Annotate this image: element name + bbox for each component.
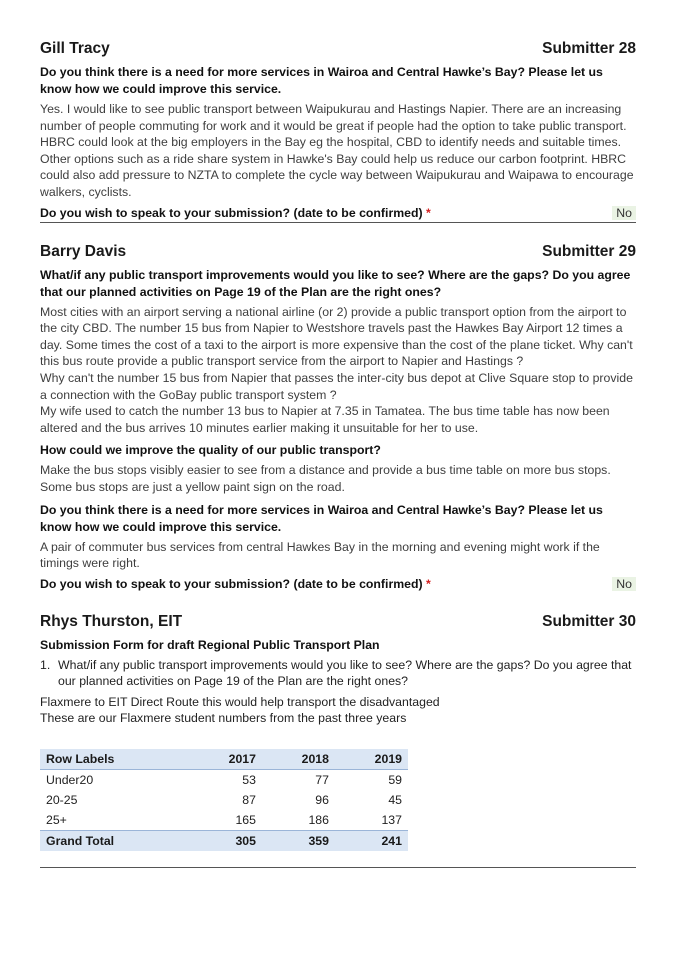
submission-header: [40, 40, 636, 58]
row-label: Under20: [46, 773, 94, 788]
numbered-question: [40, 657, 636, 690]
row-label: 20-25: [46, 793, 78, 808]
column-header: 2017: [189, 749, 262, 770]
answer: Make the bus stops visibly easier to see from a distance and provide a bus time table on more bus stops. Some bus stops are just a yellow paint sign on the road.: [40, 463, 611, 494]
row-label: Grand Total: [40, 831, 189, 852]
submitter-name: Rhys Thurston, EIT: [40, 612, 183, 630]
table-cell: 87: [242, 793, 256, 808]
answer: [40, 304, 636, 437]
answer-line: Flaxmere to EIT Direct Route this would help transport the disadvantaged: [40, 694, 440, 709]
table-cell: 77: [315, 773, 329, 788]
list-number: 1.: [40, 657, 51, 672]
table-row: [40, 770, 408, 791]
table-cell: 53: [242, 773, 256, 788]
submission-header: [40, 243, 636, 261]
required-star: *: [426, 205, 431, 220]
table-total-row: [40, 831, 408, 852]
list-text: What/if any public transport improvements would you like to see? Where are the gaps? Do you agree that our planned activities on Page 19 of the Plan are the right ones?: [58, 657, 632, 689]
required-star: *: [426, 576, 431, 591]
row-label: 25+: [46, 813, 67, 828]
table-cell: 59: [388, 773, 402, 788]
form-title: Submission Form for draft Regional Public Transport Plan: [40, 637, 380, 652]
document-page: [40, 40, 636, 868]
submitter-number: Submitter 29: [542, 242, 636, 260]
column-header: Row Labels: [40, 749, 189, 770]
table-cell: 305: [189, 831, 262, 852]
submission-28: [40, 40, 636, 223]
column-header: 2018: [262, 749, 335, 770]
answer-paragraph: My wife used to catch the number 13 bus to Napier at 7.35 in Tamatea. The bus time table has now been altered and the bus arrives 10 minutes earlier making it unsuitable for her to use.: [40, 404, 610, 435]
table-cell: 241: [335, 831, 408, 852]
submitter-name: Gill Tracy: [40, 40, 110, 57]
question: What/if any public transport improvements would you like to see? Where are the gaps? Do you agree that our planned activities on Page 19 of the Plan are the right ones?: [40, 267, 631, 299]
submission-header: [40, 613, 636, 631]
table-cell: 137: [381, 813, 402, 828]
speak-answer: No: [612, 577, 636, 591]
question: Do you think there is a need for more services in Wairoa and Central Hawke’s Bay? Please let us know how we could improve this service.: [40, 65, 603, 96]
student-numbers-table: [40, 749, 408, 851]
speak-row: [40, 577, 636, 593]
submitter-name: Barry Davis: [40, 242, 127, 260]
answer: A pair of commuter bus services from central Hawkes Bay in the morning and evening might work if the timings were right.: [40, 539, 600, 571]
table-cell: 359: [262, 831, 335, 852]
column-header: 2019: [335, 749, 408, 770]
table-row: [40, 790, 408, 810]
submission-29: [40, 243, 636, 593]
table-header-row: [40, 749, 408, 770]
bottom-divider: [40, 867, 636, 868]
speak-question: Do you wish to speak to your submission? (date to be confirmed): [40, 576, 423, 591]
speak-answer: No: [612, 206, 636, 220]
table-cell: 45: [388, 793, 402, 808]
answer-paragraph: Most cities with an airport serving a national airline (or 2) provide a public transport option from the airport to the city CBD. The number 15 bus from Napier to Westshore travels past the Hawkes Bay Airport 12 times a day. Some times the cost of a taxi to the airport is more expensive than the cost of the plane ticket. Why can't this bus route provide a public transport service from the airport to Napier and Hastings ?: [40, 304, 633, 369]
submission-30: [40, 613, 636, 868]
answer: Yes. I would like to see public transport between Waipukurau and Hastings Napier. There are an increasing number of people commuting for work and it would be great if people had the option to take public transport. HBRC could look at the big employers in the Bay eg the hospital, CBD to identify needs and suitable times. Other options such as a ride share system in Hawke's Bay could help us reduce our carbon footprint. HBRC could also add pressure to NZTA to complete the cycle way between Waipukurau and Waipawa to encourage walkers, cyclists.: [40, 102, 634, 199]
table-cell: 165: [235, 813, 256, 828]
table-row: [40, 810, 408, 831]
answer-line: These are our Flaxmere student numbers from the past three years: [40, 711, 407, 726]
submitter-number: Submitter 30: [542, 612, 636, 630]
question: Do you think there is a need for more services in Wairoa and Central Hawke’s Bay? Please let us know how we could improve this service.: [40, 502, 603, 534]
table-cell: 186: [308, 813, 329, 828]
speak-question: Do you wish to speak to your submission? (date to be confirmed): [40, 205, 423, 220]
question: How could we improve the quality of our public transport?: [40, 443, 381, 458]
submitter-number: Submitter 28: [542, 40, 636, 57]
speak-row: [40, 206, 636, 223]
table-cell: 96: [315, 793, 329, 808]
answer-paragraph: Why can't the number 15 bus from Napier that passes the inter-city bus depot at Clive Square stop to provide a connection with the GoBay public transport system ?: [40, 370, 633, 402]
